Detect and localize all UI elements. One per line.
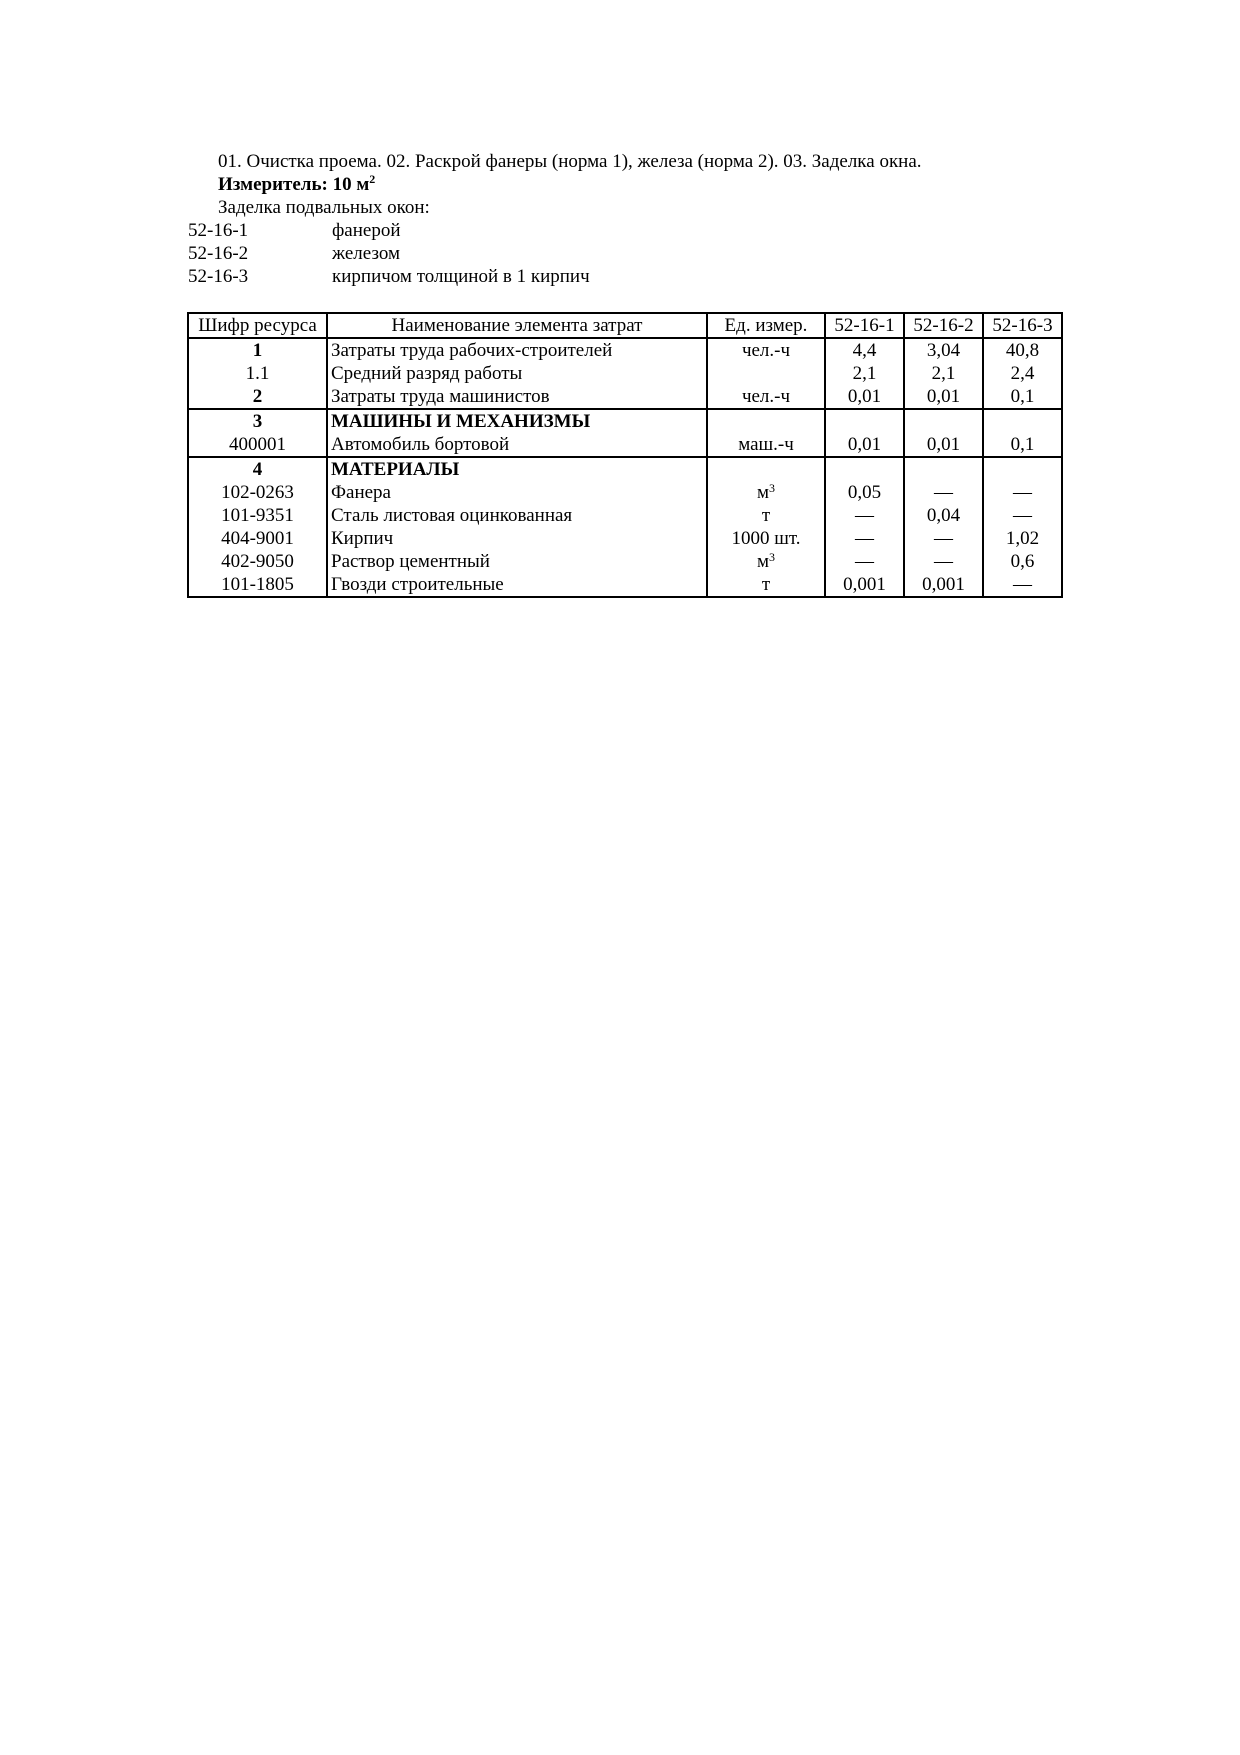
cell-value-2: 2,1 [904, 362, 983, 385]
cell-value-2: 0,001 [904, 573, 983, 597]
cell-value-2: — [904, 550, 983, 573]
cell-name: Раствор цементный [327, 550, 707, 573]
cell-code: 4 [188, 457, 327, 481]
cell-value-2 [904, 457, 983, 481]
cell-value-1 [825, 409, 904, 433]
cell-value-1: 0,001 [825, 573, 904, 597]
cell-code: 3 [188, 409, 327, 433]
cell-unit: чел.-ч [707, 338, 825, 362]
cell-value-3: 0,1 [983, 433, 1062, 457]
table-row [188, 504, 1062, 527]
cell-unit: $м^3$ [707, 550, 825, 573]
table-header-row [188, 313, 1062, 338]
cell-code: 400001 [188, 433, 327, 457]
norm-code: 52-16-3 [188, 266, 249, 287]
cell-unit: маш.-ч [707, 433, 825, 457]
cell-value-1: 4,4 [825, 338, 904, 362]
cell-value-1: 2,1 [825, 362, 904, 385]
cell-code: 102-0263 [188, 481, 327, 504]
table-row [188, 573, 1062, 597]
table-row [188, 481, 1062, 504]
header-unit: Ед. измер. [707, 313, 825, 338]
cell-code: 1 [188, 338, 327, 362]
norm-description: железом [332, 243, 401, 264]
measure-sup: 2 [369, 172, 376, 186]
cell-value-2: — [904, 527, 983, 550]
cell-unit [707, 409, 825, 433]
cell-name: Затраты труда машинистов [327, 385, 707, 409]
intro-block [218, 150, 922, 219]
header-norm-1: 52-16-1 [825, 313, 904, 338]
cell-value-1: 0,01 [825, 433, 904, 457]
cell-name: Затраты труда рабочих-строителей [327, 338, 707, 362]
cell-section-name: МАШИНЫ И МЕХАНИЗМЫ [327, 409, 707, 433]
cell-value-2: 3,04 [904, 338, 983, 362]
cell-section-name: МАТЕРИАЛЫ [327, 457, 707, 481]
cell-value-3: — [983, 573, 1062, 597]
section-title: Заделка подвальных окон: [218, 197, 430, 218]
cell-value-2: 0,01 [904, 385, 983, 409]
resource-table [187, 312, 1063, 598]
cell-value-3: — [983, 481, 1062, 504]
cell-value-3: 0,1 [983, 385, 1062, 409]
norm-code: 52-16-1 [188, 220, 249, 241]
cell-value-2: — [904, 481, 983, 504]
norm-description: фанерой [332, 220, 401, 241]
cell-value-1: — [825, 527, 904, 550]
header-resource-code: Шифр ресурса [188, 313, 327, 338]
cell-value-3: — [983, 504, 1062, 527]
cell-code: 404-9001 [188, 527, 327, 550]
cell-name: Сталь листовая оцинкованная [327, 504, 707, 527]
cell-name: Средний разряд работы [327, 362, 707, 385]
cell-code: 2 [188, 385, 327, 409]
cell-value-1: — [825, 504, 904, 527]
cell-code: 402-9050 [188, 550, 327, 573]
cell-unit: т [707, 573, 825, 597]
cell-unit: $м^3$ [707, 481, 825, 504]
cell-value-3: 1,02 [983, 527, 1062, 550]
table-section-row [188, 409, 1062, 433]
table-row [188, 338, 1062, 362]
norm-code: 52-16-2 [188, 243, 249, 264]
cell-code: 101-9351 [188, 504, 327, 527]
cell-unit [707, 362, 825, 385]
table-row [188, 527, 1062, 550]
cell-code: 1.1 [188, 362, 327, 385]
cell-value-2 [904, 409, 983, 433]
cell-code: 101-1805 [188, 573, 327, 597]
cell-name: Автомобиль бортовой [327, 433, 707, 457]
operations-text: 01. Очистка проема. 02. Раскрой фанеры (норма 1), железа (норма 2). 03. Заделка окна. [218, 151, 922, 172]
table-row [188, 385, 1062, 409]
cell-name: Гвозди строительные [327, 573, 707, 597]
table-row [188, 550, 1062, 573]
cell-unit: т [707, 504, 825, 527]
measure-label: Измеритель: 10 м [218, 174, 370, 195]
cell-value-3 [983, 409, 1062, 433]
cell-value-2: 0,01 [904, 433, 983, 457]
table-section-row [188, 457, 1062, 481]
cell-unit: 1000 шт. [707, 527, 825, 550]
cell-value-1: 0,01 [825, 385, 904, 409]
norm-description: кирпичом толщиной в 1 кирпич [332, 266, 590, 287]
header-norm-3: 52-16-3 [983, 313, 1062, 338]
cell-value-2: 0,04 [904, 504, 983, 527]
header-norm-2: 52-16-2 [904, 313, 983, 338]
header-cost-element-name: Наименование элемента затрат [327, 313, 707, 338]
cell-name: Фанера [327, 481, 707, 504]
measure-line [218, 173, 922, 196]
cell-value-1: 0,05 [825, 481, 904, 504]
table-row [188, 433, 1062, 457]
cell-value-3: 40,8 [983, 338, 1062, 362]
cell-unit [707, 457, 825, 481]
table-row [188, 362, 1062, 385]
cell-value-3 [983, 457, 1062, 481]
cell-name: Кирпич [327, 527, 707, 550]
cell-value-3: 0,6 [983, 550, 1062, 573]
cell-unit: чел.-ч [707, 385, 825, 409]
cell-value-3: 2,4 [983, 362, 1062, 385]
cell-value-1: — [825, 550, 904, 573]
cell-value-1 [825, 457, 904, 481]
